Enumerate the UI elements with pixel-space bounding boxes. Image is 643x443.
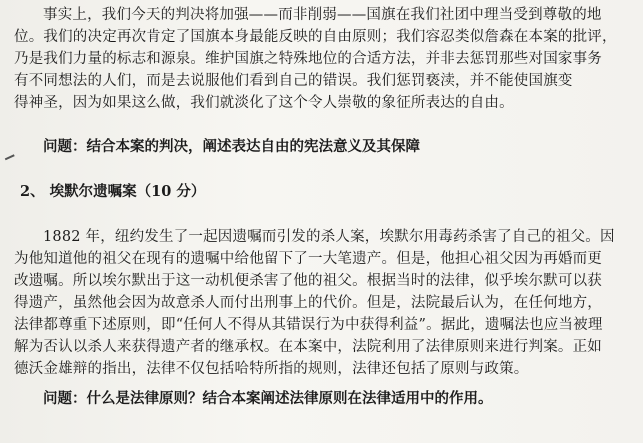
paragraph-line: 得神圣，因为如果这么做，我们就淡化了这个令人崇敬的象征所表达的自由。 bbox=[14, 95, 514, 111]
question-text: 问题：结合本案的判决，阐述表达自由的宪法意义及其保障 bbox=[43, 138, 420, 155]
paragraph-line: 为他知道他的祖父在现有的遗嘱中给他留下了一大笔遗产。但是，他担心祖父因为再婚而更 bbox=[14, 251, 602, 267]
paragraph-line: 有不同想法的人们，而是去说服他们看到自己的错误。我们惩罚亵渎，并不能使国旗变 bbox=[14, 73, 573, 89]
paragraph-line: 得遗产，虽然他会因为故意杀人而付出刑事上的代价。但是，法院最后认为，在任何地方， bbox=[14, 295, 602, 311]
paragraph-line: 位。我们的决定再次肯定了国旗本身最能反映的自由原则；我们容忍类似詹森在本案的批评， bbox=[14, 29, 617, 45]
paragraph-line: 事实上，我们今天的判决将加强——而非削弱——国旗在我们社团中理当受到尊敬的地 bbox=[43, 7, 602, 23]
case-2-heading bbox=[20, 181, 642, 203]
paragraph-line: 解为否认以杀人来获得遗产者的继承权。在本案中，法院利用了法律原则来进行判案。正如 bbox=[14, 339, 602, 355]
paragraph-line: 德沃金雄辩的指出，法律不仅包括哈特所指的规则，法律还包括了原则与政策。 bbox=[14, 361, 529, 377]
opening-paragraph bbox=[14, 4, 636, 114]
question-1 bbox=[14, 136, 636, 158]
case-title: 2、 埃默尔遗嘱案（10 分） bbox=[20, 183, 206, 200]
paragraph-line: 1882 年，纽约发生了一起因遗嘱而引发的杀人案，埃默尔用毒药杀害了自己的祖父。因 bbox=[43, 229, 615, 245]
question-text: 问题：什么是法律原则？结合本案阐述法律原则在法律适用中的作用。 bbox=[43, 390, 493, 407]
paragraph-line: 法律都尊重下述原则，即“任何人不得从其错误行为中获得利益”。据此，遗嘱法也应当被理 bbox=[14, 317, 603, 333]
paragraph-line: 乃是我们力量的标志和源泉。维护国旗之特殊地位的合适方法，并非去惩罚那些对国家事务 bbox=[14, 51, 602, 67]
case-2-body bbox=[14, 226, 636, 380]
paragraph-line: 改遗嘱。所以埃尔默出于这一动机便杀害了他的祖父。根据当时的法律，似乎埃尔默可以获 bbox=[14, 273, 602, 289]
question-2 bbox=[14, 388, 636, 410]
